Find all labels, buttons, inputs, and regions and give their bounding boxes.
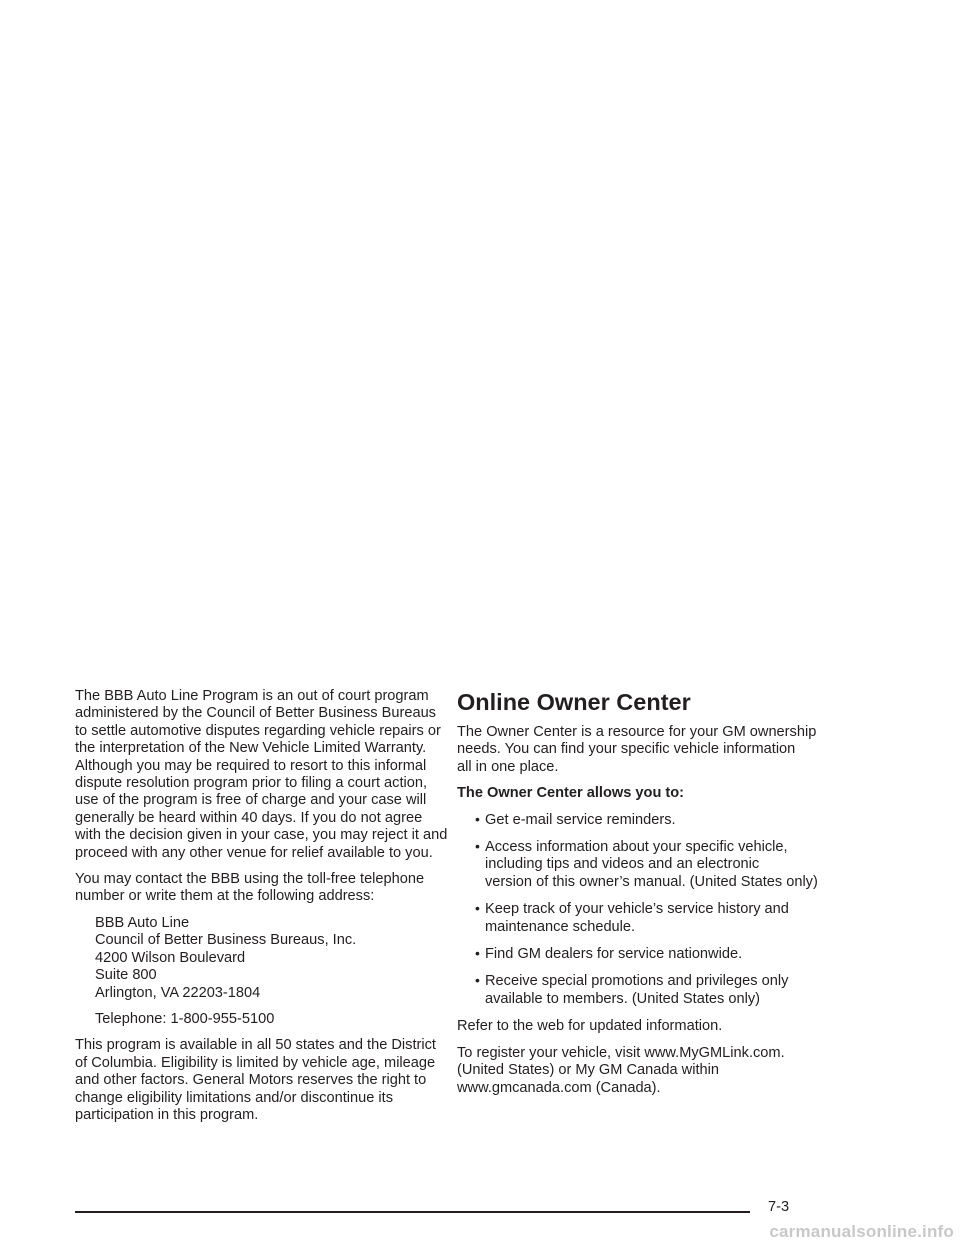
watermark: carmanualsonline.info xyxy=(769,1222,954,1241)
text-line: and other factors. General Motors reserves the right to xyxy=(75,1072,427,1089)
text-line: participation in this program. xyxy=(75,1106,259,1123)
text-line: Receive special promotions and privileges only xyxy=(485,973,789,990)
text-line: Get e-mail service reminders. xyxy=(485,811,676,828)
list-item xyxy=(457,839,835,891)
address-line: 4200 Wilson Boulevard xyxy=(95,949,246,966)
bullet-icon: • xyxy=(475,972,480,989)
section-heading: Online Owner Center xyxy=(457,689,691,715)
address-line: Arlington, VA 22203-1804 xyxy=(95,984,261,1001)
text-line: maintenance schedule. xyxy=(485,918,636,935)
bullet-icon: • xyxy=(475,900,480,917)
text-line: with the decision given in your case, you may reject it and xyxy=(75,827,448,844)
text-line: The Owner Center is a resource for your GM ownership xyxy=(457,724,817,740)
text-line: Keep track of your vehicle’s service history and xyxy=(485,901,789,918)
text-line: Although you may be required to resort to this informal xyxy=(75,757,427,774)
text-line: use of the program is free of charge and your case will xyxy=(75,792,427,809)
text-line: change eligibility limitations and/or discontinue its xyxy=(75,1089,393,1106)
footer-rule xyxy=(75,1211,750,1213)
bullet-icon: • xyxy=(475,945,480,962)
list-item xyxy=(457,973,835,1008)
page-number: 7-3 xyxy=(768,1199,790,1215)
owner-center-features-list xyxy=(457,812,835,1009)
bullet-icon: • xyxy=(475,838,480,855)
owner-center-intro xyxy=(457,724,835,776)
left-column xyxy=(75,688,448,1133)
list-intro: The Owner Center allows you to: xyxy=(457,785,685,802)
address-line: BBB Auto Line xyxy=(95,914,190,931)
availability-paragraph xyxy=(75,1037,440,1124)
text-line: dispute resolution program prior to filing a court action, xyxy=(75,775,428,792)
bullet-icon: • xyxy=(475,810,480,827)
text-line: Find GM dealers for service nationwide. xyxy=(485,946,743,963)
text-line: Access information about your specific vehicle, xyxy=(485,839,788,856)
text-line: needs. You can find your specific vehicle information xyxy=(457,741,796,758)
text-line: the interpretation of the New Vehicle Limited Warranty. xyxy=(75,740,427,757)
text-line: administered by the Council of Better Business Bureaus xyxy=(75,705,436,722)
list-item xyxy=(457,901,835,936)
text-line: The BBB Auto Line Program is an out of court program xyxy=(75,688,429,704)
text-line: (United States) or My GM Canada within xyxy=(457,1062,719,1079)
text-line: proceed with any other venue for relief available to you. xyxy=(75,844,433,861)
list-item xyxy=(457,812,835,829)
right-column xyxy=(457,688,835,1106)
refer-paragraph: Refer to the web for updated information. xyxy=(457,1018,723,1035)
text-line: including tips and videos and an electronic xyxy=(485,856,760,873)
text-line: www.gmcanada.com (Canada). xyxy=(457,1079,661,1096)
bbb-program-paragraph xyxy=(75,688,448,862)
text-line: version of this owner’s manual. (United States only) xyxy=(485,873,818,890)
text-line: all in one place. xyxy=(457,758,559,775)
bbb-telephone: Telephone: 1-800-955-5100 xyxy=(95,1010,275,1027)
address-line: Suite 800 xyxy=(95,967,157,984)
register-paragraph xyxy=(457,1045,835,1097)
text-line: You may contact the BBB using the toll-free telephone xyxy=(75,871,425,888)
text-line: available to members. (United States only) xyxy=(485,990,760,1007)
text-line: generally be heard within 40 days. If you do not agree xyxy=(75,809,423,826)
list-item xyxy=(457,946,835,963)
text-line: number or write them at the following address: xyxy=(75,888,375,905)
bbb-address-block xyxy=(95,915,440,1002)
text-line: to settle automotive disputes regarding vehicle repairs or xyxy=(75,722,441,739)
text-line: To register your vehicle, visit www.MyGMLink.com. xyxy=(457,1044,785,1061)
text-line: of Columbia. Eligibility is limited by vehicle age, mileage xyxy=(75,1054,436,1071)
text-line: This program is available in all 50 states and the District xyxy=(75,1037,436,1054)
contact-paragraph xyxy=(75,871,440,906)
address-line: Council of Better Business Bureaus, Inc. xyxy=(95,932,357,949)
